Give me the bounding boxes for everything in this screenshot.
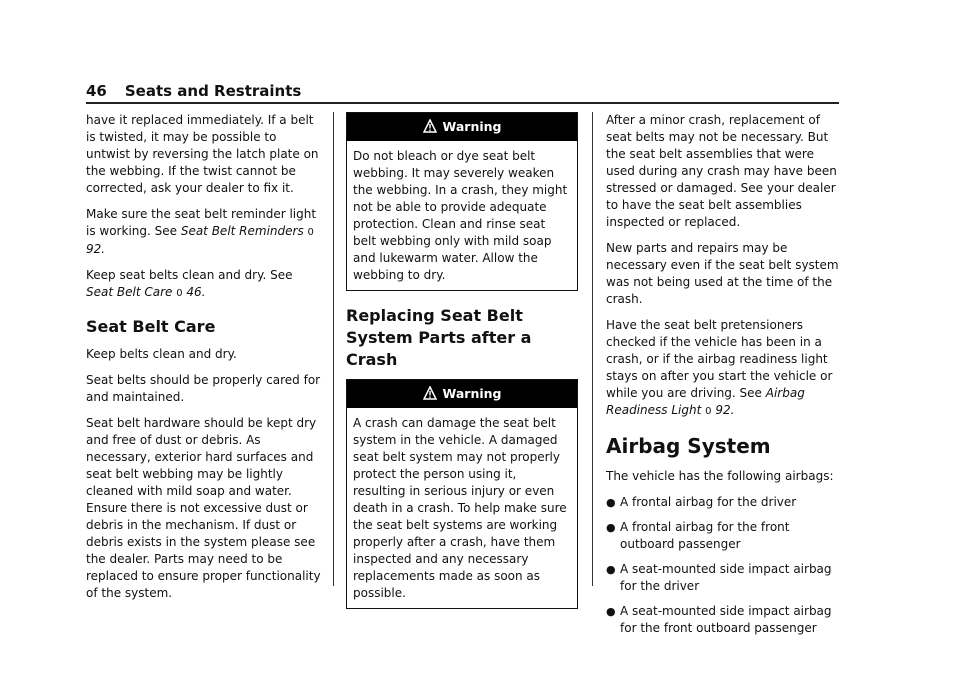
paragraph: New parts and repairs may be necessary even if the seat belt system was not being used at the time of the crash.: [606, 241, 839, 306]
warning-title: Warning: [442, 119, 502, 134]
warning-text: A crash can damage the seat belt system in the vehicle. A damaged seat belt system may not properly protect the person using it, resulting in serious injury or even death in a crash. To help make sure the seat belt systems are working properly after a crash, have them inspected and any necessary replacements made as soon as possible.: [353, 416, 567, 600]
bullet-icon: ●: [606, 605, 616, 618]
paragraph: Keep seat belts clean and dry. See Seat Belt Care 0 46.: [86, 268, 293, 299]
header-divider: [86, 102, 839, 104]
bullet-icon: ●: [606, 521, 616, 534]
list-item: ● A seat-mounted side impact airbag for the driver: [606, 562, 832, 593]
paragraph: Seat belt hardware should be kept dry and free of dust or debris. As necessary, exterior hard surfaces and seat belt webbing may be lightly cleaned with mild soap and water. Ensure there is not excessive dust or debris in the mechanism. If dust or debris exists in the system please see the dealer. Parts may need to be replaced to ensure proper functionality of the system.: [86, 416, 321, 600]
paragraph: Have the seat belt pretensioners checked if the vehicle has been in a crash, or if the airbag readiness light stays on after you start the vehicle or while you are driving. See Airbag Readiness Light 0 92.: [606, 318, 833, 417]
warning-header: [347, 380, 577, 408]
section-heading: Seat Belt Care: [86, 317, 216, 336]
warning-icon: [423, 119, 437, 133]
page-number: 46: [86, 82, 107, 100]
column-1: [86, 112, 322, 611]
cross-reference-link[interactable]: Seat Belt Reminders 0 92.: [86, 224, 314, 256]
major-heading: Airbag System: [606, 434, 771, 458]
list-item: ● A seat-mounted side impact airbag for the front outboard passenger: [606, 604, 832, 635]
warning-box: [346, 379, 578, 609]
column-divider-1: [333, 112, 334, 586]
column-3: [606, 112, 842, 645]
cross-reference-link[interactable]: Seat Belt Care 0 46.: [86, 285, 206, 299]
column-divider-2: [592, 112, 593, 586]
paragraph: The vehicle has the following airbags:: [606, 469, 834, 483]
section-heading: Replacing Seat Belt System Parts after a Crash: [346, 306, 532, 369]
paragraph: have it replaced immediately. If a belt is twisted, it may be possible to untwist by reversing the latch plate on the webbing. If the twist cannot be corrected, ask your dealer to fix it.: [86, 113, 319, 195]
paragraph: Keep belts clean and dry.: [86, 347, 237, 361]
page-ref-icon: 0: [176, 288, 183, 299]
list-item: ● A frontal airbag for the driver: [606, 495, 797, 509]
warning-text: Do not bleach or dye seat belt webbing. It may severely weaken the webbing. In a crash, they might not be able to provide adequate protection. Clean and rinse seat belt webbing only with mild soap and lukewarm water. Allow the webbing to dry.: [353, 149, 568, 282]
list-item: ● A frontal airbag for the front outboard passenger: [606, 520, 790, 551]
warning-title: Warning: [442, 386, 502, 401]
paragraph: Make sure the seat belt reminder light is working. See Seat Belt Reminders 0 92.: [86, 207, 317, 256]
page-header: [86, 82, 301, 100]
section-title: Seats and Restraints: [124, 82, 302, 100]
bullet-icon: ●: [606, 563, 616, 576]
warning-icon: [423, 386, 437, 400]
bullet-icon: ●: [606, 496, 616, 509]
airbag-list: [606, 494, 842, 637]
page-ref-icon: 0: [705, 406, 712, 417]
column-2: [346, 112, 578, 623]
paragraph: After a minor crash, replacement of seat belts may not be necessary. But the seat belt assemblies that were used during any crash may have been stressed or damaged. See your dealer to have the seat belt assemblies inspected or replaced.: [606, 113, 837, 229]
warning-box: [346, 112, 578, 291]
cross-reference-link[interactable]: Airbag Readiness Light 0 92.: [606, 386, 805, 417]
page-ref-icon: 0: [307, 227, 314, 238]
paragraph: Seat belts should be properly cared for and maintained.: [86, 373, 321, 404]
warning-header: [347, 113, 577, 141]
